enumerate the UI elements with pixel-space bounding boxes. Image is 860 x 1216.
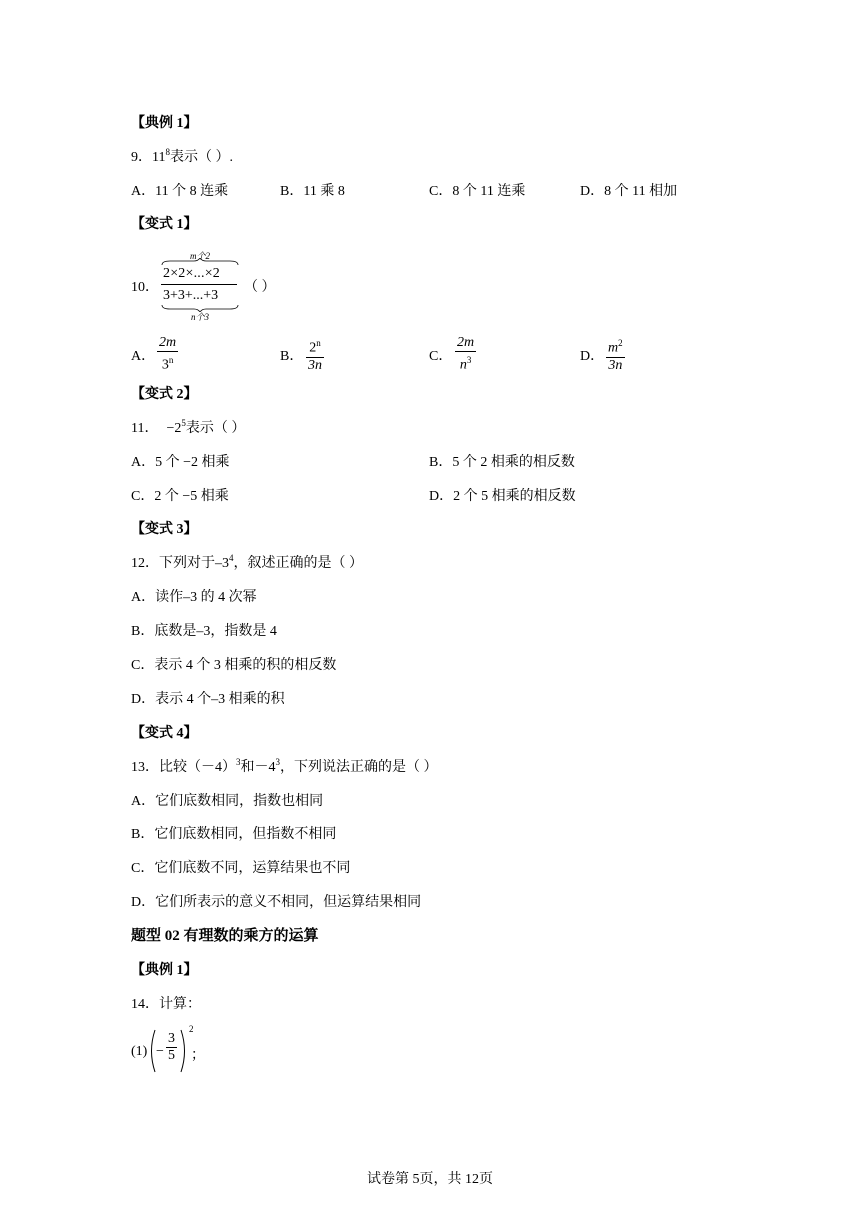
q11-option-c[interactable]: C．2 个 −5 相乘 xyxy=(131,489,229,504)
stem-text: 和－4 xyxy=(240,760,276,775)
numerator: 3 xyxy=(168,1031,175,1046)
q9-option-d[interactable]: D．8 个 11 相加 xyxy=(580,184,678,199)
section-header-example-1b: 【典例 1】 xyxy=(131,963,198,978)
brace-label-bottom: n个3 xyxy=(191,312,210,322)
question-10-number: 10． xyxy=(131,280,159,295)
q10-option-c-label[interactable]: C． xyxy=(429,349,453,364)
overbrace-icon xyxy=(160,258,240,266)
power-exponent: 5 xyxy=(181,418,186,428)
q13-option-d[interactable]: D．它们所表示的意义不相同，但运算结果相同 xyxy=(131,895,422,910)
question-number: 9． xyxy=(131,150,152,165)
q10-numerator: 2×2×...×2 xyxy=(163,266,220,281)
section-header-variant-2: 【变式 2】 xyxy=(131,387,198,402)
q12-option-d[interactable]: D．表示 4 个–3 相乘的积 xyxy=(131,692,285,707)
q10-option-b-label[interactable]: B． xyxy=(280,349,304,364)
num-exp: 2 xyxy=(618,338,623,348)
question-number: 11． xyxy=(131,421,159,436)
denominator xyxy=(455,351,476,374)
num-base: 2 xyxy=(309,340,317,356)
stem-text: ，下列说法正确的是（ ） xyxy=(280,760,438,775)
topic-title: 题型 02 有理数的乘方的运算 xyxy=(131,928,319,944)
numerator xyxy=(306,335,324,357)
q14-fraction xyxy=(166,1031,177,1064)
q10-option-d-fraction[interactable] xyxy=(606,335,625,374)
numerator: 2m xyxy=(457,335,475,350)
q11-option-b[interactable]: B．5 个 2 相乘的相反数 xyxy=(429,455,575,470)
section-header-variant-4: 【变式 4】 xyxy=(131,726,198,741)
q12-option-c[interactable]: C．表示 4 个 3 相乘的积的相反数 xyxy=(131,658,337,673)
stem-text: 表示（ ） xyxy=(185,421,246,436)
denominator: 3n xyxy=(308,357,322,373)
minus-sign: − xyxy=(156,1044,164,1059)
den-exp: n xyxy=(168,355,174,365)
num-base: m xyxy=(608,340,619,356)
section-header-variant-1: 【变式 1】 xyxy=(131,217,198,232)
question-9-stem xyxy=(131,146,233,166)
answer-blank: （ ） xyxy=(244,280,276,295)
stem-text: ，叙述正确的是（ ） xyxy=(233,556,363,571)
brace-label-top: m个2 xyxy=(190,251,210,261)
power-exponent: 3 xyxy=(236,757,241,767)
q10-denominator: 3+3+...+3 xyxy=(163,288,219,303)
question-11-stem xyxy=(131,417,245,437)
num-exp: n xyxy=(316,338,321,348)
q10-option-c-fraction[interactable] xyxy=(455,335,476,374)
power-base: −2 xyxy=(166,421,182,436)
page-footer: 试卷第 5页，共 12页 xyxy=(367,1172,493,1187)
q9-option-c[interactable]: C．8 个 11 连乘 xyxy=(429,184,526,199)
denominator: 3n xyxy=(606,357,625,374)
denominator: 5 xyxy=(168,1048,175,1063)
stem-text: 13．比较（－4） xyxy=(131,760,236,775)
q11-option-a[interactable]: A．5 个 −2 相乘 xyxy=(131,455,230,470)
question-14-stem: 14．计算： xyxy=(131,997,201,1012)
power-exponent: 3 xyxy=(275,757,280,767)
q11-option-d[interactable]: D．2 个 5 相乘的相反数 xyxy=(429,489,576,504)
q13-option-a[interactable]: A．它们底数相同，指数也相同 xyxy=(131,794,324,809)
right-paren-icon xyxy=(179,1028,189,1074)
den-exp: 3 xyxy=(466,355,472,365)
power-exponent: 4 xyxy=(229,553,234,563)
den-base: 3 xyxy=(161,357,169,373)
section-header-variant-3: 【变式 3】 xyxy=(131,522,198,537)
q9-option-a[interactable]: A．11 个 8 连乘 xyxy=(131,184,229,199)
power-exponent: 2 xyxy=(189,1024,194,1034)
question-12-stem xyxy=(131,552,363,572)
section-header-example-1: 【典例 1】 xyxy=(131,116,198,131)
semicolon: ； xyxy=(191,1048,205,1063)
q10-option-d-label[interactable]: D． xyxy=(580,349,605,364)
den-base: n xyxy=(459,357,467,373)
q14-part1-label: (1) xyxy=(131,1044,148,1059)
numerator: 2m xyxy=(159,335,177,350)
q12-option-a[interactable]: A．读作–3 的 4 次幂 xyxy=(131,590,257,605)
q12-option-b[interactable]: B．底数是–3，指数是 4 xyxy=(131,624,277,639)
stem-text: 12．下列对于–3 xyxy=(131,556,229,571)
fraction-bar xyxy=(161,284,237,285)
q9-option-b[interactable]: B．11 乘 8 xyxy=(280,184,345,199)
q10-option-a-fraction[interactable] xyxy=(157,335,178,374)
stem-text: 表示（ ）. xyxy=(169,150,233,165)
power-exponent: 8 xyxy=(165,147,170,157)
q13-option-c[interactable]: C．它们底数不同，运算结果也不同 xyxy=(131,861,351,876)
numerator xyxy=(606,335,625,357)
q13-option-b[interactable]: B．它们底数相同，但指数不相同 xyxy=(131,827,337,842)
denominator xyxy=(157,351,178,374)
q10-option-a-label[interactable]: A． xyxy=(131,349,156,364)
power-base: 11 xyxy=(152,150,166,165)
question-13-stem xyxy=(131,756,438,776)
q10-option-b-fraction[interactable] xyxy=(306,335,324,374)
